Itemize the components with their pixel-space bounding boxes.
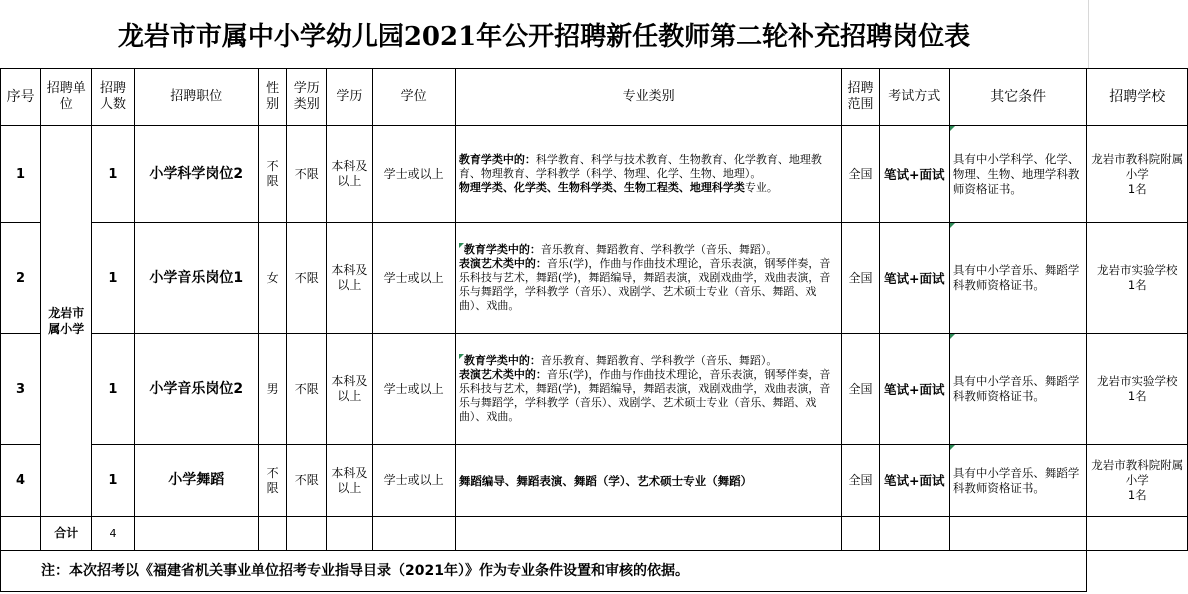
comment-marker-icon [459, 243, 464, 248]
empty-cell [287, 517, 327, 551]
major-head: 教育学类中的： [458, 153, 536, 166]
gender-cell: 女 [259, 223, 287, 334]
table-row [1, 445, 1188, 517]
empty-cell [259, 517, 287, 551]
school-count: 1名 [1127, 389, 1147, 403]
header-gender: 性别 [259, 69, 287, 126]
major-head: 教育学类中的： [463, 243, 541, 256]
header-count: 招聘人数 [92, 69, 134, 126]
scope-cell: 全国 [842, 223, 879, 334]
header-major: 专业类别 [455, 69, 842, 126]
other-text: 具有中小学音乐、舞蹈学科教师资格证书。 [952, 374, 1080, 403]
edu-cell: 本科及以上 [327, 445, 372, 517]
other-cell [949, 334, 1087, 445]
count-cell: 1 [92, 445, 134, 517]
page-title: 龙岩市市属中小学幼儿园2021年公开招聘新任教师第二轮补充招聘岗位表 [117, 21, 971, 52]
total-row [1, 517, 1188, 551]
exam-cell: 笔试+面试 [879, 223, 949, 334]
comment-marker-icon [950, 223, 955, 228]
edu-type-cell: 不限 [287, 334, 327, 445]
header-school: 招聘学校 [1087, 69, 1188, 126]
comment-marker-icon [950, 445, 955, 450]
gender-cell: 不限 [259, 445, 287, 517]
table-row [1, 126, 1188, 223]
school-name: 龙岩市教科院附属小学 [1091, 151, 1184, 181]
table-row [1, 334, 1188, 445]
degree-cell: 学士或以上 [372, 126, 455, 223]
school-count: 1名 [1127, 181, 1147, 196]
seq-cell: 3 [1, 334, 41, 445]
edu-cell: 本科及以上 [327, 334, 372, 445]
exam-cell: 笔试+面试 [879, 445, 949, 517]
major-text: 音乐教育、舞蹈教育、学科教学（音乐、舞蹈）。 [540, 243, 778, 256]
seq-cell: 1 [1, 126, 41, 223]
major-cell [455, 223, 842, 334]
empty-cell [327, 517, 372, 551]
total-label: 合计 [41, 517, 92, 551]
edu-type-cell: 不限 [287, 223, 327, 334]
major-cell [455, 334, 842, 445]
major-text: 音乐教育、舞蹈教育、学科教学（音乐、舞蹈）。 [540, 354, 778, 367]
other-text: 具有中小学科学、化学、物理、生物、地理学科教师资格证书。 [952, 151, 1080, 196]
edu-cell: 本科及以上 [327, 126, 372, 223]
position-cell: 小学音乐岗位1 [134, 223, 259, 334]
header-unit: 招聘单位 [41, 69, 92, 126]
major-head: 表演艺术类中的： [458, 368, 547, 381]
position-cell: 小学音乐岗位2 [134, 334, 259, 445]
header-scope: 招聘范围 [842, 69, 879, 126]
school-name: 龙岩市实验学校 [1096, 374, 1178, 388]
degree-cell: 学士或以上 [372, 334, 455, 445]
gender-cell: 男 [259, 334, 287, 445]
empty-cell [372, 517, 455, 551]
exam-cell: 笔试+面试 [879, 126, 949, 223]
other-cell [949, 445, 1087, 517]
school-name: 龙岩市教科院附属小学 [1091, 458, 1184, 487]
footnote: 注：本次招考以《福建省机关事业单位招考专业指导目录（2021年）》作为专业条件设置和审核的依据。 [1, 551, 1087, 592]
position-cell: 小学科学岗位2 [134, 126, 259, 223]
table-row [1, 223, 1188, 334]
degree-cell: 学士或以上 [372, 445, 455, 517]
major-text: 专业。 [744, 181, 778, 194]
empty-cell [879, 517, 949, 551]
positions-table [0, 68, 1188, 592]
scope-cell: 全国 [842, 445, 879, 517]
header-row [1, 69, 1188, 126]
major-cell [455, 126, 842, 223]
header-exam: 考试方式 [879, 69, 949, 126]
empty-cell [1088, 0, 1188, 68]
school-cell [1087, 334, 1188, 445]
major-text: 科学教育、科学与技术教育、生物教育、化学教育、地理教育、物理教育、学科教学（科学、物理、化学、生物、地理）。 [458, 153, 822, 180]
header-other: 其它条件 [949, 69, 1087, 126]
header-seq: 序号 [1, 69, 41, 126]
edu-type-cell: 不限 [287, 445, 327, 517]
school-cell [1087, 223, 1188, 334]
exam-cell: 笔试+面试 [879, 334, 949, 445]
empty-cell [134, 517, 259, 551]
count-cell: 1 [92, 223, 134, 334]
header-degree: 学位 [372, 69, 455, 126]
empty-cell [455, 517, 842, 551]
seq-cell: 4 [1, 445, 41, 517]
comment-marker-icon [459, 354, 464, 359]
school-count: 1名 [1127, 488, 1147, 502]
major-head: 物理学类、化学类、生物科学类、生物工程类、地理科学类 [458, 181, 745, 194]
unit-cell: 龙岩市属小学 [41, 126, 92, 517]
scope-cell: 全国 [842, 334, 879, 445]
school-cell [1087, 126, 1188, 223]
count-cell: 1 [92, 334, 134, 445]
seq-cell: 2 [1, 223, 41, 334]
school-count: 1名 [1127, 278, 1147, 292]
empty-cell [949, 517, 1087, 551]
other-text: 具有中小学音乐、舞蹈学科教师资格证书。 [952, 465, 1080, 495]
major-head: 表演艺术类中的： [458, 257, 547, 270]
empty-cell [1, 517, 41, 551]
comment-marker-icon [950, 334, 955, 339]
major-head: 教育学类中的： [463, 354, 541, 367]
school-name: 龙岩市实验学校 [1096, 263, 1178, 277]
note-row [1, 551, 1188, 592]
major-cell: 舞蹈编导、舞蹈表演、舞蹈（学）、艺术硕士专业（舞蹈） [455, 445, 842, 517]
total-value: 4 [92, 517, 134, 551]
edu-cell: 本科及以上 [327, 223, 372, 334]
scope-cell: 全国 [842, 126, 879, 223]
major-text: 音乐(学)，作曲与作曲技术理论，音乐表演，钢琴伴奏，音乐科技与艺术，舞蹈(学)，舞蹈编导，舞蹈表演，戏剧戏曲学，戏曲表演，音乐与舞蹈学，学科教学（音乐）、戏剧学、艺术硕士专业（音乐、舞蹈、戏曲）、戏曲。 [458, 257, 831, 312]
degree-cell: 学士或以上 [372, 223, 455, 334]
major-text: 音乐(学)，作曲与作曲技术理论，音乐表演，钢琴伴奏，音乐科技与艺术，舞蹈(学)，舞蹈编导，舞蹈表演，戏剧戏曲学，戏曲表演，音乐与舞蹈学，学科教学（音乐）、戏剧学、艺术硕士专业（音乐、舞蹈、戏曲）、戏曲。 [458, 368, 831, 423]
school-cell [1087, 445, 1188, 517]
comment-marker-icon [950, 126, 955, 131]
header-position: 招聘职位 [134, 69, 259, 126]
empty-cell [1087, 551, 1188, 592]
header-edu: 学历 [327, 69, 372, 126]
empty-cell [842, 517, 879, 551]
position-cell: 小学舞蹈 [134, 445, 259, 517]
count-cell: 1 [92, 126, 134, 223]
gender-cell: 不限 [259, 126, 287, 223]
other-cell [949, 223, 1087, 334]
other-cell [949, 126, 1087, 223]
other-text: 具有中小学音乐、舞蹈学科教师资格证书。 [952, 263, 1080, 292]
empty-cell [1087, 517, 1188, 551]
edu-type-cell: 不限 [287, 126, 327, 223]
header-edu-type: 学历类别 [287, 69, 327, 126]
